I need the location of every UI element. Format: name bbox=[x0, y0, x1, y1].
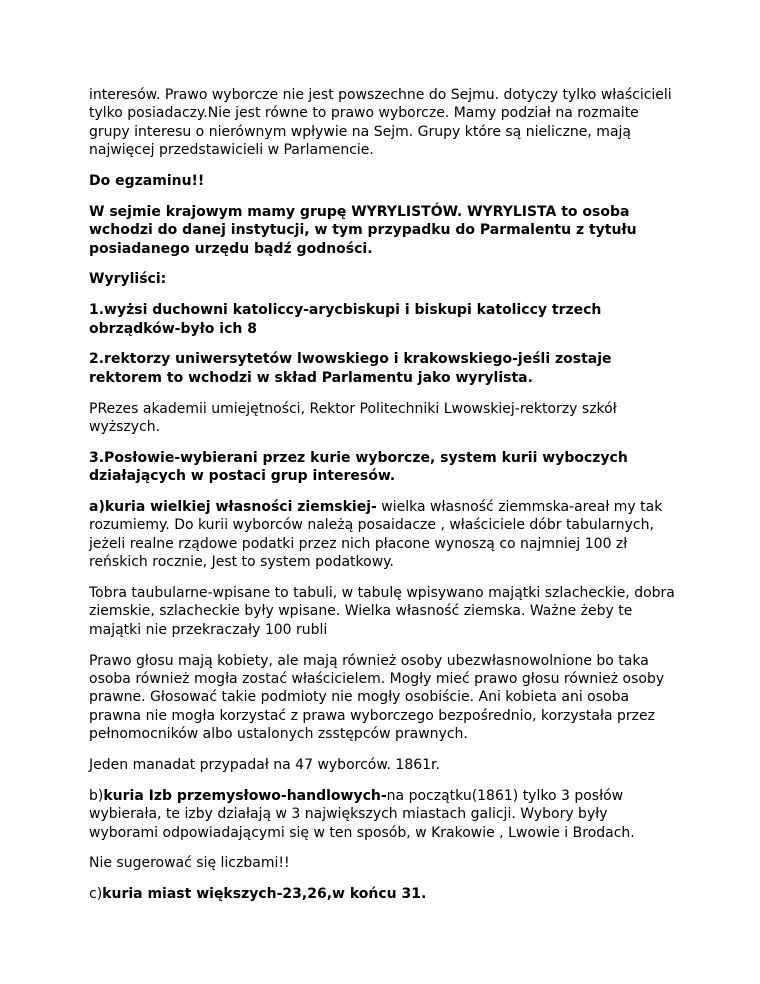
document-page bbox=[89, 86, 679, 916]
paragraph-kuria-b bbox=[89, 787, 679, 842]
text-segment-bold: a)kuria wielkiej własności ziemskiej- bbox=[89, 499, 377, 516]
paragraph-tabuli bbox=[89, 584, 679, 639]
paragraph-kuria-a bbox=[89, 498, 679, 572]
text-segment-bold: Wyryliści: bbox=[89, 271, 167, 288]
text-segment: wielka własność ziemmska-areał my tak rozumiemy. Do kurii wyborców należą posaidacze , właściciele dóbr tabularnych, jeżeli realne rządowe podatki przez nich płacone wynoszą co najmniej 100 zł reńskich rocznie, Jest to system podatkowy. bbox=[89, 499, 663, 571]
paragraph-item-2 bbox=[89, 350, 679, 387]
text-segment-bold: kuria miast większych-23,26,w końcu 31. bbox=[102, 886, 427, 903]
text-segment: Nie sugerować się liczbami!! bbox=[89, 855, 290, 872]
text-segment-bold: W sejmie krajowym mamy grupę WYRYLISTÓW. WYRYLISTA to osoba wchodzi do danej instytucji, w tym przypadku do Parmalentu z tytułu posiadanego urzędu bądź godności. bbox=[89, 203, 637, 257]
text-segment-bold: kuria Izb przemysłowo-handlowych- bbox=[103, 787, 387, 804]
paragraph-item-3 bbox=[89, 449, 679, 486]
text-segment: Tobra taubularne-wpisane to tabuli, w tabulę wpisywano majątki szlacheckie, dobra ziemskie, szlacheckie były wpisane. Wielka własność ziemska. Ważne żeby te majątki nie przekraczały 100 rubli bbox=[89, 585, 675, 638]
text-segment-bold: 3.Posłowie-wybierani przez kurie wyborcze, system kurii wyboczych działających w postaci grup interesów. bbox=[89, 449, 628, 485]
text-segment: PRezes akademii umiejętności, Rektor Politechniki Lwowskiej-rektorzy szkół wyższych. bbox=[89, 400, 617, 436]
paragraph-mandat bbox=[89, 756, 679, 774]
paragraph-wyrylisci-heading bbox=[89, 270, 679, 288]
text-segment: na początku(1861) tylko 3 posłów wybierała, te izby działają w 3 największych miastach galicji. Wybory były wyborami odpowiadającymi się w ten sposób, w Krakowie , Lwowie i Brodach. bbox=[89, 787, 635, 841]
paragraph-item-1 bbox=[89, 301, 679, 338]
text-segment-bold: Do egzaminu!! bbox=[89, 173, 205, 190]
paragraph-prawo-glosu bbox=[89, 652, 679, 744]
text-segment-bold: 2.rektorzy uniwersytetów lwowskiego i krakowskiego-jeśli zostaje rektorem to wchodzi w skład Parlamentu jako wyrylista. bbox=[89, 351, 612, 386]
text-segment-bold: 1.wyżsi duchowni katoliccy-arycbiskupi i biskupi katoliccy trzech obrządków-było ich 8 bbox=[89, 302, 602, 337]
text-segment: Prawo głosu mają kobiety, ale mają również osoby ubezwłasnowolnione bo taka osoba również mogła zostać właścicielem. Mogły mieć prawo głosu również osoby prawne. Głosować takie podmioty nie mogły osobiście. Ani kobieta ani osoba prawna nie mogła korzystać z prawa wyborczego bezpośrednio, korzystała przez pełnomocników albo ustalonych zsstępców prawnych. bbox=[89, 652, 665, 743]
paragraph-intro bbox=[89, 86, 679, 160]
paragraph-exam-note bbox=[89, 172, 679, 190]
text-segment: b) bbox=[89, 787, 104, 804]
paragraph-liczby-note bbox=[89, 854, 679, 872]
text-segment: Jeden manadat przypadał na 47 wyborców. 1861r. bbox=[89, 757, 440, 774]
text-segment: c) bbox=[89, 886, 103, 903]
paragraph-wyrylisci-definition bbox=[89, 203, 679, 258]
paragraph-kuria-c bbox=[89, 885, 679, 903]
text-segment: interesów. Prawo wyborcze nie jest powszechne do Sejmu. dotyczy tylko właścicieli tylko posiadaczy.Nie jest równe to prawo wyborcze. Mamy podział na rozmaite grupy interesu o nierównym wpływie na Sejm. Grupy które są nieliczne, mają najwięcej przedstawicieli w Parlamencie. bbox=[89, 87, 672, 159]
paragraph-prezes bbox=[89, 400, 679, 437]
